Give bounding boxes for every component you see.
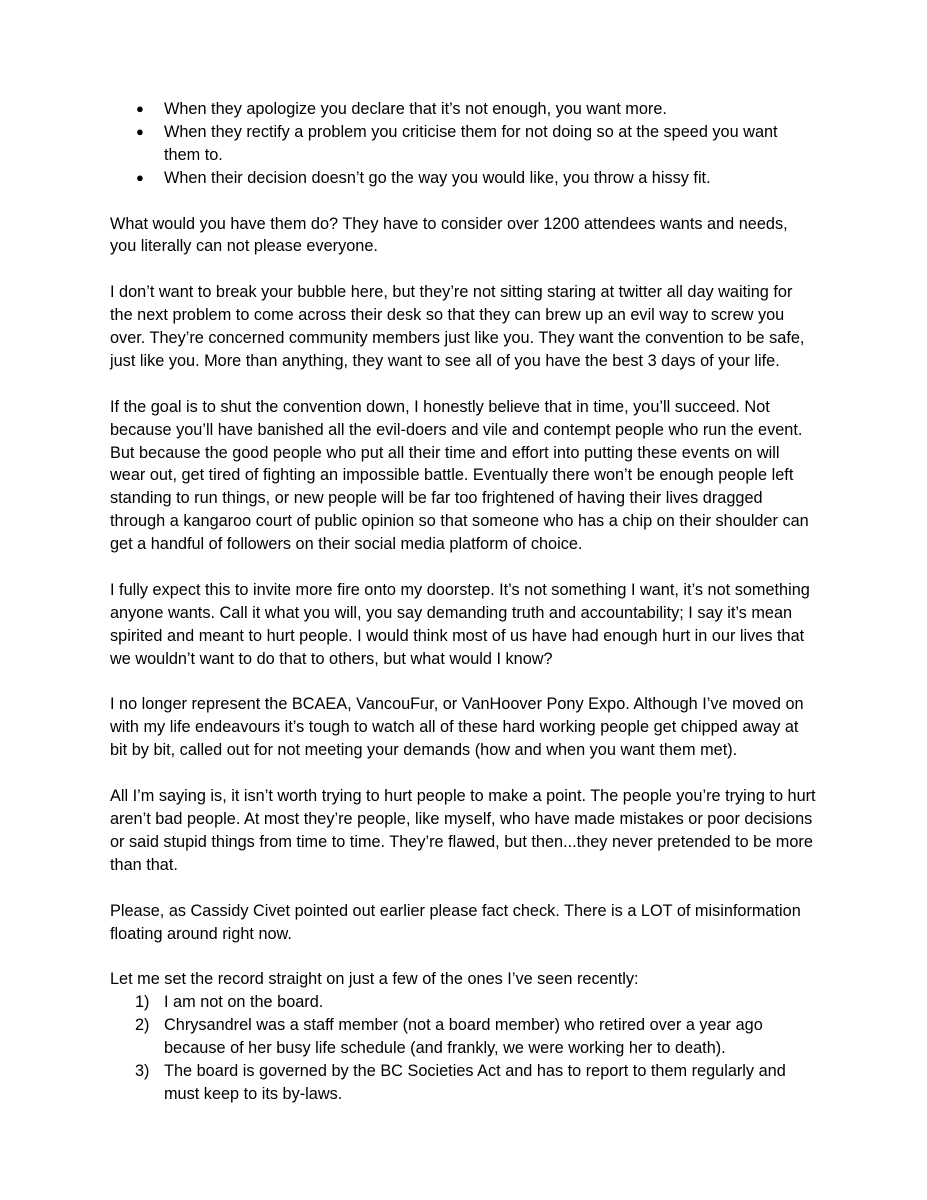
numbered-list <box>110 991 817 1106</box>
record-intro: Let me set the record straight on just a few of the ones I’ve seen recently: <box>110 970 639 989</box>
numbered-text: The board is governed by the BC Societies Act and has to report to them regularly and must keep to its by-laws. <box>164 1061 786 1103</box>
bullet-text: When they apologize you declare that it’s not enough, you want more. <box>164 100 667 118</box>
list-item <box>110 1014 817 1060</box>
paragraph: All I’m saying is, it isn’t worth trying to hurt people to make a point. The people you’re trying to hurt aren’t bad people. At most they’re people, like myself, who have made mistakes or poor decisions or said stupid things from time to time. They’re flawed, but then...they never pretended to be more than that. <box>110 787 816 874</box>
paragraph: I don’t want to break your bubble here, but they’re not sitting staring at twitter all day waiting for the next problem to come across their desk so that they can brew up an evil way to screw you over. They’re concerned community members just like you. They want the convention to be safe, just like you. More than anything, they want to see all of you have the best 3 days of your life. <box>110 283 805 370</box>
paragraph: Please, as Cassidy Civet pointed out earlier please fact check. There is a LOT of misinformation floating around right now. <box>110 901 801 943</box>
list-item <box>110 121 817 167</box>
number-marker: 1) <box>135 993 150 1012</box>
number-marker: 3) <box>135 1061 150 1080</box>
bullet-marker: ● <box>136 169 144 185</box>
bullet-marker: ● <box>136 101 144 116</box>
number-marker: 2) <box>135 1016 150 1035</box>
bullet-marker: ● <box>136 123 144 139</box>
numbered-text: I am not on the board. <box>164 993 324 1012</box>
paragraph: What would you have them do? They have to consider over 1200 attendees wants and needs, you literally can not please everyone. <box>110 214 788 256</box>
list-item <box>110 991 817 1014</box>
bullet-text: When they rectify a problem you criticise them for not doing so at the speed you want them to. <box>164 122 778 164</box>
paragraph: If the goal is to shut the convention down, I honestly believe that in time, you’ll succeed. Not because you’ll have banished all the evil-doers and vile and contempt people who run the event. But because the good people who put all their time and effort into putting these events on will wear out, get tired of fighting an impossible battle. Eventually there won’t be enough people left standing to run things, or new people will be far too frightened of having their lives dragged through a kangaroo court of public opinion so that someone who has a chip on their shoulder can get a handful of followers on their social media platform of choice. <box>110 397 809 554</box>
paragraph: I no longer represent the BCAEA, VancouFur, or VanHoover Pony Expo. Although I’ve moved on with my life endeavours it’s tough to watch all of these hard working people get chipped away at bit by bit, called out for not meeting your demands (how and when you want them met). <box>110 695 804 760</box>
list-item <box>110 1060 817 1106</box>
numbered-text: Chrysandrel was a staff member (not a board member) who retired over a year ago because of her busy life schedule (and frankly, we were working her to death). <box>164 1016 763 1058</box>
list-item <box>110 98 817 121</box>
bullet-list <box>110 98 817 190</box>
list-item <box>110 167 817 190</box>
bullet-text: When their decision doesn’t go the way you would like, you throw a hissy fit. <box>164 168 711 187</box>
paragraph: I fully expect this to invite more fire onto my doorstep. It’s not something I want, it’s not something anyone wants. Call it what you will, you say demanding truth and accountability; I say it’s mean spirited and meant to hurt people. I would think most of us have had enough hurt in our lives that we wouldn’t want to do that to others, but what would I know? <box>110 580 810 668</box>
